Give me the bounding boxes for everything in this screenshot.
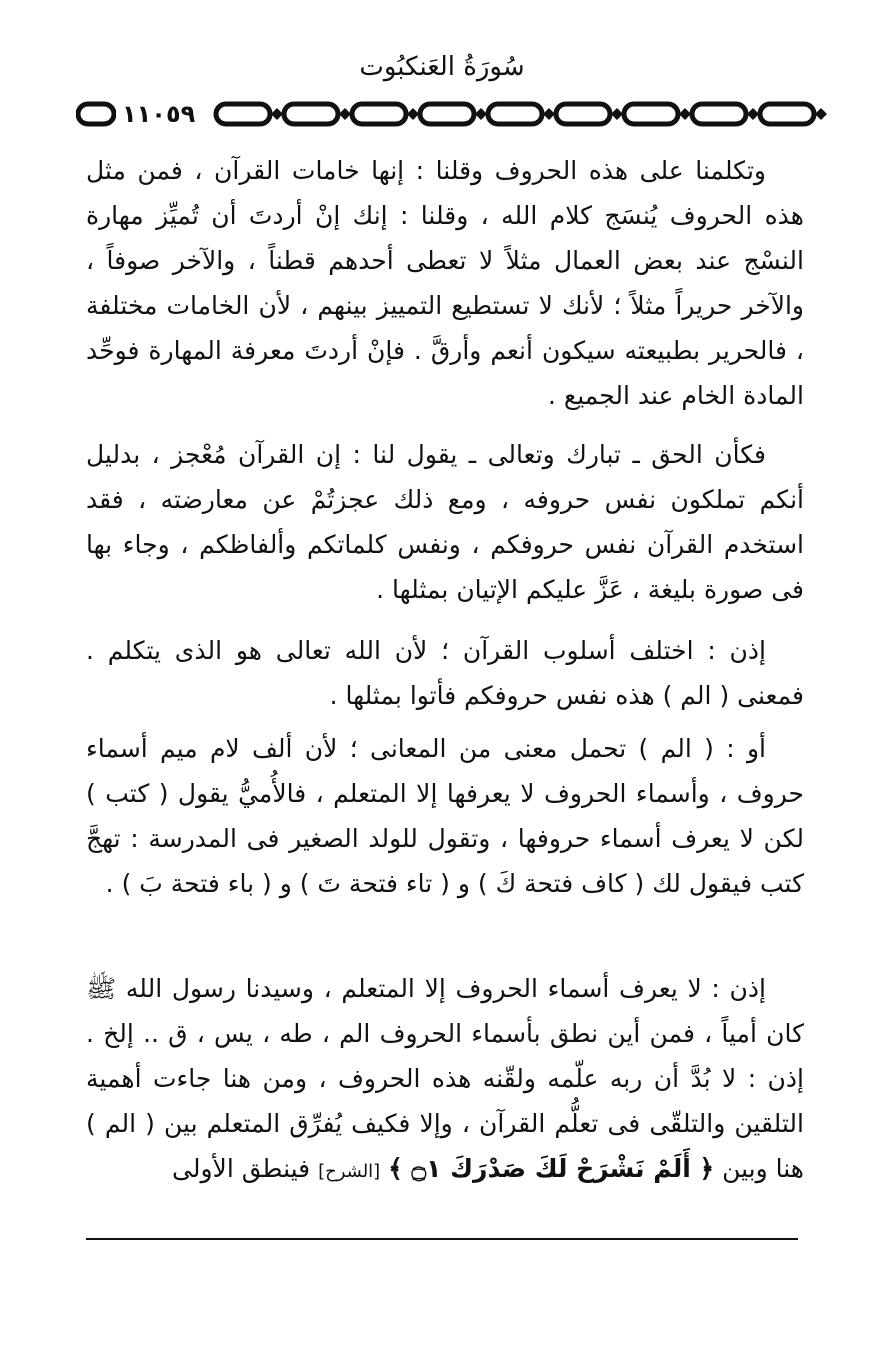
paragraph-1 xyxy=(86,148,804,418)
paragraph-4-text: أو : ( الم ) تحمل معنى من المعانى ؛ لأن ألف لام ميم أسماء حروف ، وأسماء الحروف لا يعرفها إلا المتعلم ، فالأُميُّ يقول ( كتب ) لكن لا يعرف أسماء حروفها ، وتقول للولد الصغير فى المدرسة : تهجَّ كتب فيقول لك ( كاف فتحة كَ ) و ( تاء فتحة تَ ) و ( باء فتحة بَ ) . xyxy=(86,734,804,898)
paragraph-2-text: فكأن الحق ـ تبارك وتعالى ـ يقول لنا : إن القرآن مُعْجز ، بدليل أنكم تملكون نفس حروفه ، ومع ذلك عجزتُمْ عن معارضته ، فقد استخدم القرآن نفس حروفكم ، ونفس كلماتكم وألفاظكم ، وجاء بها فى صورة بليغة ، عَزَّ عليكم الإتيان بمثلها . xyxy=(86,440,804,604)
quran-verse: ﴿ أَلَمْ نَشْرَحْ لَكَ صَدْرَكَ ۝١ ﴾ xyxy=(388,1154,715,1183)
paragraph-2 xyxy=(86,432,804,612)
paragraph-3-text: إذن : اختلف أسلوب القرآن ؛ لأن الله تعالى هو الذى يتكلم . فمعنى ( الم ) هذه نفس حروفكم فأتوا بمثلها . xyxy=(86,636,804,710)
paragraph-3 xyxy=(86,628,804,718)
surah-title: سُورَةُ العَنكبُوت xyxy=(359,52,525,82)
surah-reference: [الشرح] xyxy=(318,1161,381,1182)
header-ornament-row xyxy=(76,96,832,132)
paragraph-5-text: إذن : لا يعرف أسماء الحروف إلا المتعلم ، وسيدنا رسول الله ﷺ كان أمياً ، فمن أين نطق بأسماء الحروف الم ، طه ، يس ، ق .. إلخ . إذن : لا بُدَّ أن ربه علّمه ولقّنه هذه الحروف ، ومن هنا جاءت أهمية التلقين والتلقّى فى تعلُّم القرآن ، وإلا فكيف يُفرِّق المتعلم بين ( الم ) هنا وبين xyxy=(86,974,804,1183)
paragraph-1-text: وتكلمنا على هذه الحروف وقلنا : إنها خامات القرآن ، فمن مثل هذه الحروف يُنسَج كلام الله ، وقلنا : إنك إنْ أردتَ أن تُميِّز مهارة النسْج عند بعض العمال مثلاً لا تعطى أحدهم قطناً ، والآخر صوفاً ، والآخر حريراً مثلاً ؛ لأنك لا تستطيع التمييز بينهم ، لأن الخامات مختلفة ، فالحرير بطبيعته سيكون أنعم وأرقَّ . فإنْ أردتَ معرفة المهارة فوحِّد المادة الخام عند الجميع . xyxy=(86,156,804,410)
page-number: ١١٠٥٩ xyxy=(116,96,201,132)
paragraph-5-tail: فينطق الأولى xyxy=(172,1154,311,1183)
paragraph-5 xyxy=(86,966,804,1194)
paragraph-4 xyxy=(86,726,804,906)
footer-rule xyxy=(86,1238,798,1240)
